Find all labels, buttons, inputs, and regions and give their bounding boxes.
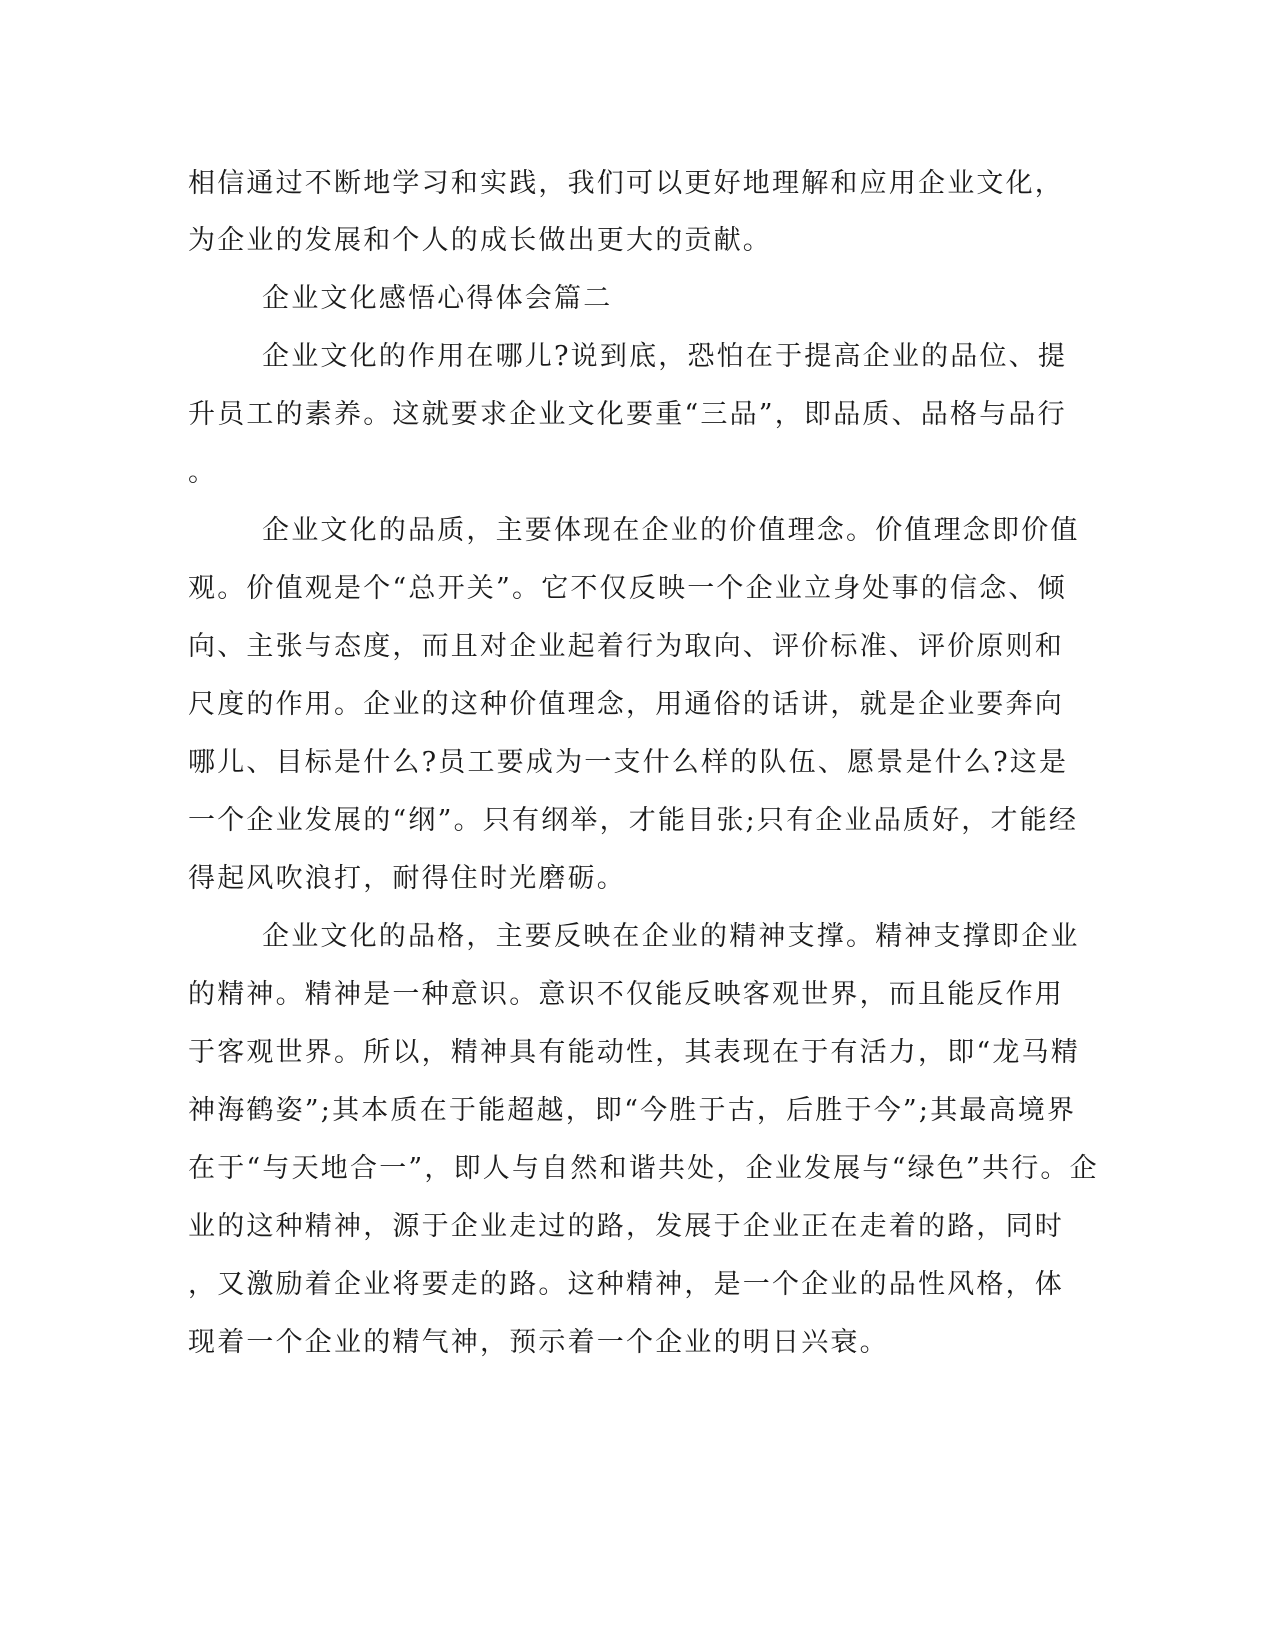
section-heading: 企业文化感悟心得体会篇二: [262, 283, 613, 314]
paragraph-line: 哪儿、目标是什么?员工要成为一支什么样的队伍、愿景是什么?这是: [188, 747, 1069, 778]
paragraph-line: 企业文化的品质，主要体现在企业的价值理念。价值理念即价值: [262, 515, 1080, 546]
paragraph-line: 现着一个企业的精气神，预示着一个企业的明日兴衰。: [188, 1327, 889, 1358]
paragraph-line: 企业文化的品格，主要反映在企业的精神支撑。精神支撑即企业: [262, 921, 1080, 952]
paragraph-line: 得起风吹浪打，耐得住时光磨砺。: [188, 863, 626, 894]
paragraph-line: 相信通过不断地学习和实践，我们可以更好地理解和应用企业文化，: [188, 168, 1064, 199]
paragraph-line: 企业文化的作用在哪儿?说到底，恐怕在于提高企业的品位、提: [262, 341, 1068, 372]
paragraph-line: 于客观世界。所以，精神具有能动性，其表现在于有活力，即“龙马精: [188, 1037, 1081, 1068]
paragraph-line: 尺度的作用。企业的这种价值理念，用通俗的话讲，就是企业要奔向: [188, 689, 1064, 720]
paragraph-line: 业的这种精神，源于企业走过的路，发展于企业正在走着的路，同时: [188, 1211, 1064, 1242]
paragraph-line: 观。价值观是个“总开关”。它不仅反映一个企业立身处事的信念、倾: [188, 573, 1067, 604]
paragraph-line: 神海鹤姿”;其本质在于能超越，即“今胜于古，后胜于今”;其最高境界: [188, 1095, 1077, 1126]
paragraph-line: 在于“与天地合一”，即人与自然和谐共处，企业发展与“绿色”共行。企: [188, 1153, 1099, 1184]
paragraph-line: ，又激励着企业将要走的路。这种精神，是一个企业的品性风格，体: [188, 1269, 1064, 1300]
paragraph-line: 为企业的发展和个人的成长做出更大的贡献。: [188, 225, 772, 256]
paragraph-line: 向、主张与态度，而且对企业起着行为取向、评价标准、评价原则和: [188, 631, 1064, 662]
paragraph-line: 的精神。精神是一种意识。意识不仅能反映客观世界，而且能反作用: [188, 979, 1064, 1010]
paragraph-line: 一个企业发展的“纲”。只有纲举，才能目张;只有企业品质好，才能经: [188, 805, 1079, 836]
paragraph-line: 升员工的素养。这就要求企业文化要重“三品”，即品质、品格与品行: [188, 399, 1067, 430]
paragraph-line: 。: [188, 457, 218, 488]
